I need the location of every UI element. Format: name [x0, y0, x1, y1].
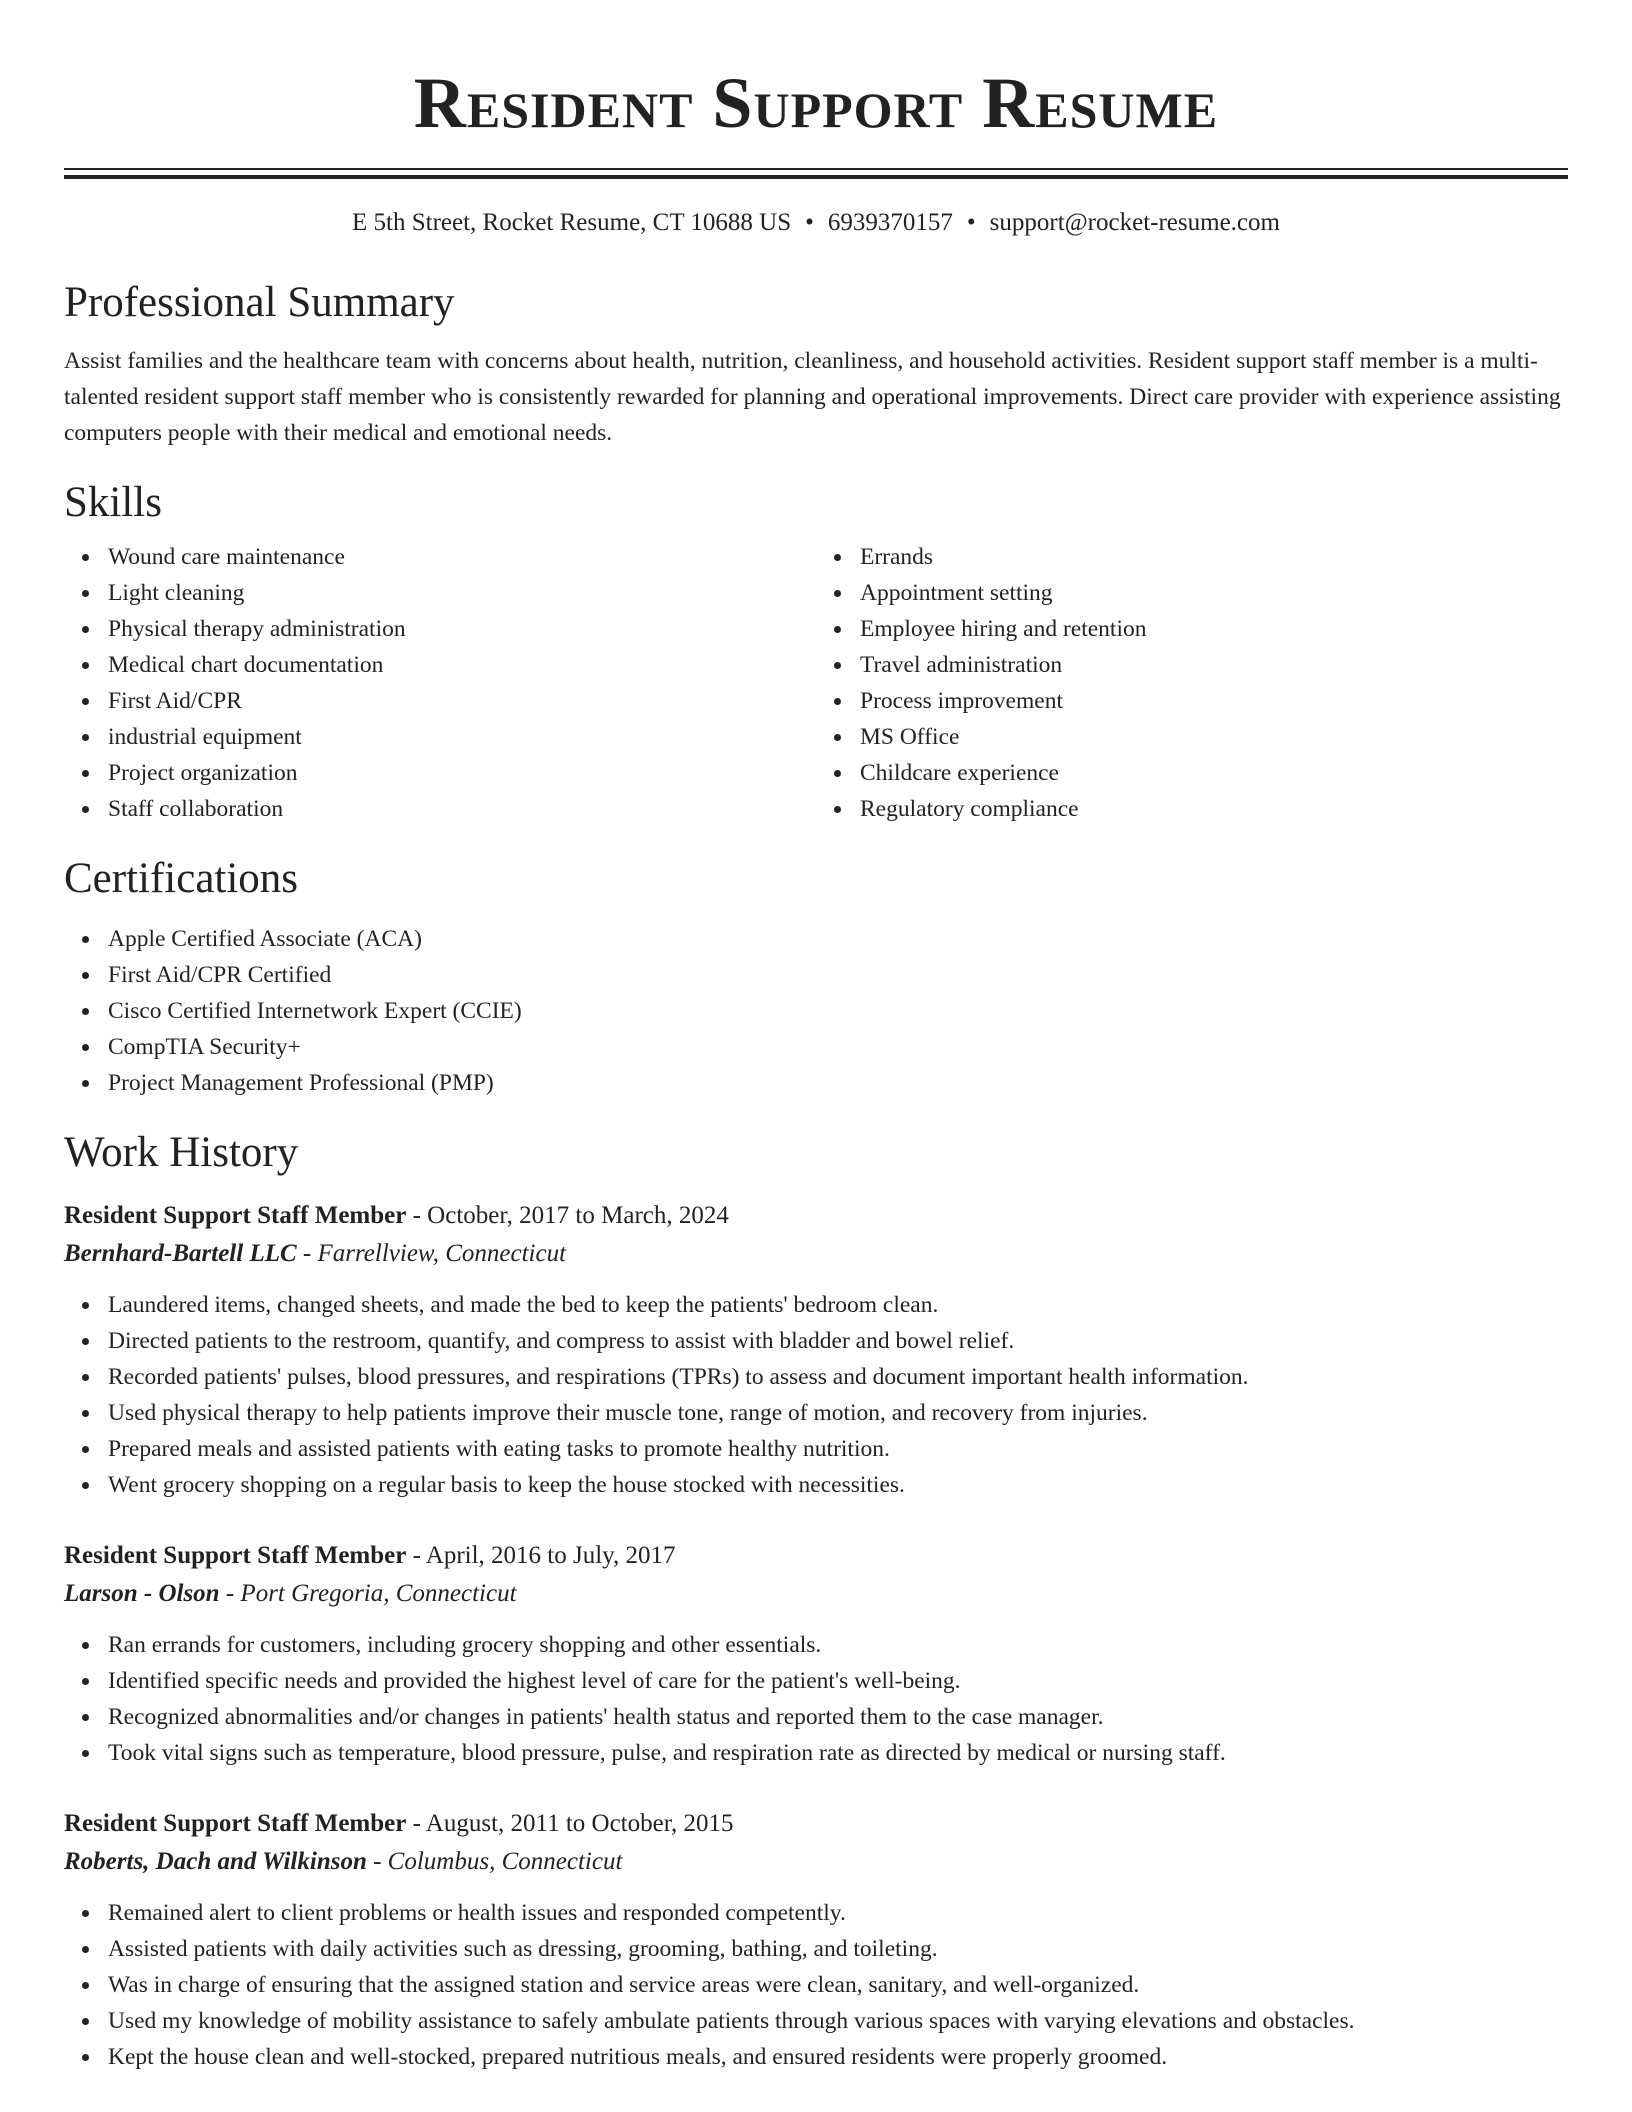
job-entry [64, 1805, 1568, 2075]
job-entry [64, 1197, 1568, 1503]
skill-item: Errands [860, 539, 1568, 575]
job-entry [64, 1537, 1568, 1771]
contact-phone: 6939370157 [827, 209, 953, 236]
summary-heading: Professional Summary [64, 279, 455, 326]
skill-item: Childcare experience [860, 755, 1568, 791]
certifications-heading: Certifications [64, 855, 299, 902]
job-title-line [64, 1197, 1568, 1235]
job-company-line [64, 1575, 1568, 1613]
job-duty: Recognized abnormalities and/or changes in patients' health status and reported them to the case manager. [108, 1699, 1568, 1735]
skill-item: Wound care maintenance [108, 539, 816, 575]
skill-item: Process improvement [860, 683, 1568, 719]
work-history-heading: Work History [64, 1129, 299, 1176]
title-divider [64, 168, 1568, 179]
job-company-line [64, 1235, 1568, 1273]
job-dates: - October, 2017 to March, 2024 [406, 1202, 729, 1229]
job-duty: Laundered items, changed sheets, and made the bed to keep the patients' bedroom clean. [108, 1287, 1568, 1323]
job-duty: Went grocery shopping on a regular basis to keep the house stocked with necessities. [108, 1467, 1568, 1503]
job-duty: Assisted patients with daily activities such as dressing, grooming, bathing, and toileting. [108, 1931, 1568, 1967]
job-dates: - August, 2011 to October, 2015 [406, 1810, 734, 1837]
job-duty: Identified specific needs and provided the highest level of care for the patient's well-being. [108, 1663, 1568, 1699]
skill-item: Staff collaboration [108, 791, 816, 827]
skill-item: Physical therapy administration [108, 611, 816, 647]
job-location: - Port Gregoria, Connecticut [219, 1580, 517, 1607]
job-company: Bernhard-Bartell LLC [64, 1240, 297, 1267]
skills-list-left [64, 539, 816, 827]
certification-item: Cisco Certified Internetwork Expert (CCIE) [108, 993, 1568, 1029]
job-company-line [64, 1843, 1568, 1881]
contact-separator: • [805, 209, 814, 236]
contact-email: support@rocket-resume.com [989, 209, 1280, 236]
job-title-line [64, 1537, 1568, 1575]
job-company: Roberts, Dach and Wilkinson [64, 1848, 367, 1875]
job-title: Resident Support Staff Member [64, 1810, 407, 1837]
job-duty: Prepared meals and assisted patients with eating tasks to promote healthy nutrition. [108, 1431, 1568, 1467]
job-duty: Used physical therapy to help patients improve their muscle tone, range of motion, and recovery from injuries. [108, 1395, 1568, 1431]
skill-item: Employee hiring and retention [860, 611, 1568, 647]
certification-item: Apple Certified Associate (ACA) [108, 921, 1568, 957]
job-title-line [64, 1805, 1568, 1843]
job-duties-list [64, 1895, 1568, 2075]
job-company: Larson - Olson [64, 1580, 220, 1607]
skill-item: industrial equipment [108, 719, 816, 755]
skills-list-right [816, 539, 1568, 827]
job-title: Resident Support Staff Member [64, 1542, 407, 1569]
job-duty: Was in charge of ensuring that the assigned station and service areas were clean, sanitary, and well-organized. [108, 1967, 1568, 2003]
resume-title: Resident Support Resume [413, 63, 1219, 143]
job-duty: Kept the house clean and well-stocked, prepared nutritious meals, and ensured residents were properly groomed. [108, 2039, 1568, 2075]
job-location: - Columbus, Connecticut [366, 1848, 623, 1875]
skill-item: Regulatory compliance [860, 791, 1568, 827]
job-duty: Ran errands for customers, including grocery shopping and other essentials. [108, 1627, 1568, 1663]
job-duty: Used my knowledge of mobility assistance to safely ambulate patients through various spaces with varying elevations and obstacles. [108, 2003, 1568, 2039]
skill-item: Light cleaning [108, 575, 816, 611]
job-duty: Recorded patients' pulses, blood pressures, and respirations (TPRs) to assess and document important health information. [108, 1359, 1568, 1395]
summary-text: Assist families and the healthcare team with concerns about health, nutrition, cleanliness, and household activities. Resident support staff member is a multi-talented resident support staff member who is consistently rewarded for planning and operational improvements. Direct care provider with experience assisting computers people with their medical and emotional needs. [64, 348, 1561, 446]
skill-item: Medical chart documentation [108, 647, 816, 683]
certifications-list [64, 921, 1568, 1101]
skill-item: Project organization [108, 755, 816, 791]
certification-item: Project Management Professional (PMP) [108, 1065, 1568, 1101]
certification-item: First Aid/CPR Certified [108, 957, 1568, 993]
skill-item: First Aid/CPR [108, 683, 816, 719]
skill-item: MS Office [860, 719, 1568, 755]
skill-item: Travel administration [860, 647, 1568, 683]
job-dates: - April, 2016 to July, 2017 [406, 1542, 676, 1569]
job-duty: Directed patients to the restroom, quantify, and compress to assist with bladder and bowel relief. [108, 1323, 1568, 1359]
contact-separator: • [966, 209, 976, 236]
job-location: - Farrellview, Connecticut [296, 1240, 567, 1267]
job-duties-list [64, 1627, 1568, 1771]
skills-columns [64, 539, 1568, 827]
job-duties-list [64, 1287, 1568, 1503]
contact-line [64, 207, 1568, 239]
job-title: Resident Support Staff Member [64, 1202, 407, 1229]
job-duty: Remained alert to client problems or health issues and responded competently. [108, 1895, 1568, 1931]
skills-heading: Skills [64, 479, 162, 526]
skill-item: Appointment setting [860, 575, 1568, 611]
job-duty: Took vital signs such as temperature, blood pressure, pulse, and respiration rate as directed by medical or nursing staff. [108, 1735, 1568, 1771]
contact-address: E 5th Street, Rocket Resume, CT 10688 US [352, 209, 792, 236]
certification-item: CompTIA Security+ [108, 1029, 1568, 1065]
